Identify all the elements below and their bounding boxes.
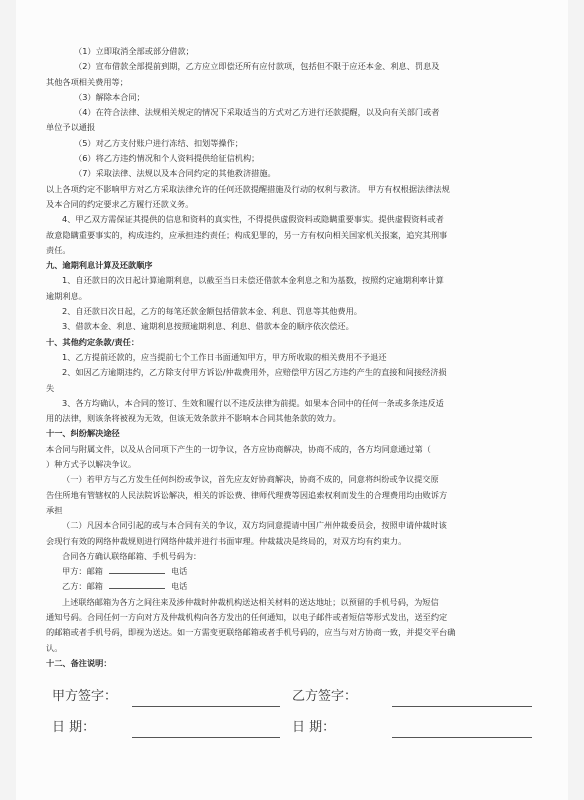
clause-line: 本合同与附属文件，以及从合同项下产生的一切争议，各方应协商解决，协商不成的，各方均同意通过第（ [46, 443, 431, 454]
clause-line: 合同各方确认联络邮箱、手机号码为： [62, 550, 202, 561]
party-a-email-blank[interactable] [109, 565, 165, 574]
clause-line: （一）若甲方与乙方发生任何纠纷或争议，首先应友好协商解决，协商不成的，同意将纠纷或争议提交原 [62, 474, 439, 485]
party-a-phone-label: 电话 [170, 566, 188, 577]
clause-line: 其他各项相关费用等； [46, 76, 128, 87]
clause-line: （5）对乙方支付账户进行冻结、扣划等操作； [74, 137, 243, 148]
party-b-email-label: 乙方：邮箱 [62, 581, 103, 592]
clause-line: （6）将乙方违约情况和个人资料提供给征信机构； [74, 153, 260, 164]
clause-line: 3、借款本金、利息、逾期利息按照逾期利息、利息、借款本金的顺序依次偿还。 [62, 321, 354, 332]
clause-line: 1、自还款日的次日起计算逾期利息，以截至当日未偿还借款本金利息之和为基数，按照约定逾期利率计算 [62, 275, 444, 286]
clause-line: 的邮箱或者手机号码，即视为送达。如一方需变更联络邮箱或者手机号码的，应当与对方协商一致，并提交平台确 [46, 627, 456, 638]
party-a-email-label: 甲方：邮箱 [62, 566, 103, 577]
clause-line: 告住所地有管辖权的人民法院诉讼解决，相关的诉讼费、律师代理费等因追索权利而发生的合理费用均由败诉方 [46, 489, 448, 500]
clause-line: （二）凡因本合同引起的或与本合同有关的争议，双方均同意提请中国广州仲裁委员会，按照申请仲裁时该 [62, 520, 447, 531]
clause-line: （7）采取法律、法规以及本合同约定的其他救济措施。 [74, 168, 276, 179]
section-heading-9: 九、逾期利息计算及还款顺序 [46, 260, 153, 271]
clause-line: 故意隐瞒重要事实的，构成违约，应承担违约责任；构成犯罪的，另一方有权向相关国家机关报案，追究其刑事 [46, 229, 448, 240]
section-heading-11: 十一、纠纷解决途径 [46, 428, 120, 439]
clause-line: 会现行有效的网络仲裁规则进行网络仲裁并进行书面审理。仲裁裁决是终局的，对双方均有约束力。 [46, 535, 407, 546]
section-heading-10: 十、其他约定条款/责任： [46, 336, 140, 347]
clause-line: 失 [46, 382, 55, 393]
clause-line: 以上各项约定不影响甲方对乙方采取法律允许的任何还款提醒措施及行动的权利与救济。 甲方有权根据法律法规 [46, 183, 450, 194]
party-a-signature-label: 甲方签字： [52, 689, 118, 704]
clause-line: 逾期利息。 [46, 290, 87, 301]
party-b-date-line[interactable] [392, 737, 532, 738]
party-a-date-line[interactable] [132, 737, 280, 738]
clause-line: 2、自还款日次日起，乙方的每笔还款金额包括借款本金、利息、罚息等其他费用。 [62, 306, 362, 317]
clause-line: 通知号码。合同任何一方向对方及仲裁机构向各方发出的任何通知，以电子邮件或者短信等形式发出，送至约定 [46, 611, 448, 622]
party-a-signature-line[interactable] [132, 706, 280, 707]
clause-line: （2）宣布借款全部提前到期，乙方应立即偿还所有应付款项，包括但不限于应还本金、利息、罚息及 [74, 61, 440, 72]
clause-line: 4、甲乙双方需保证其提供的信息和资料的真实性，不得提供虚假资料或隐瞒重要事实。提供虚假资料或者 [62, 214, 444, 225]
clause-line: 2、如因乙方逾期违约，乙方除支付甲方诉讼/仲裁费用外，应赔偿甲方因乙方违约产生的直接和间接经济损 [62, 367, 447, 378]
section-heading-12: 十二、备注说明： [46, 657, 112, 668]
party-b-email-blank[interactable] [109, 580, 165, 589]
party-b-phone-label: 电话 [170, 581, 188, 592]
party-b-signature-label: 乙方签字： [292, 689, 358, 704]
clause-line: 认。 [46, 642, 63, 653]
clause-line: 及本合同的约定要求乙方履行还款义务。 [46, 198, 194, 209]
party-b-contact [46, 579, 546, 594]
clause-line: （1）立即取消全部或部分借款； [74, 46, 194, 56]
party-a-contact [46, 564, 546, 579]
contract-page [16, 0, 568, 800]
clause-line: 单位予以通报 [46, 122, 96, 133]
clause-line: 上述联络邮箱为各方之间往来及涉仲裁时仲裁机构送达相关材料的送达地址；以预留的手机号码，为短信 [62, 596, 439, 607]
clause-line: （3）解除本合同； [74, 91, 145, 102]
clause-line: 3、各方均确认，本合同的签订、生效和履行以不违反法律为前提。如果本合同中的任何一条或多条违反适 [62, 397, 444, 408]
clause-line: 用的法律，则该条将被视为无效，但该无效条款并不影响本合同其他条款的效力。 [46, 413, 341, 424]
clause-line: 责任。 [46, 244, 71, 255]
clause-line: 承担 [46, 504, 63, 515]
clause-line: ）种方式予以解决争议。 [46, 459, 137, 470]
party-a-date-label: 日 期： [52, 720, 96, 735]
clause-line: 1、乙方提前还款的，应当提前七个工作日书面通知甲方，甲方所收取的相关费用不予退还 [62, 351, 387, 362]
clause-line: （4）在符合法律、法规相关规定的情况下采取适当的方式对乙方进行还款提醒，以及向有关部门或者 [74, 107, 440, 118]
party-b-signature-line[interactable] [392, 706, 532, 707]
party-b-date-label: 日 期： [292, 720, 336, 735]
contract-body [46, 44, 546, 671]
